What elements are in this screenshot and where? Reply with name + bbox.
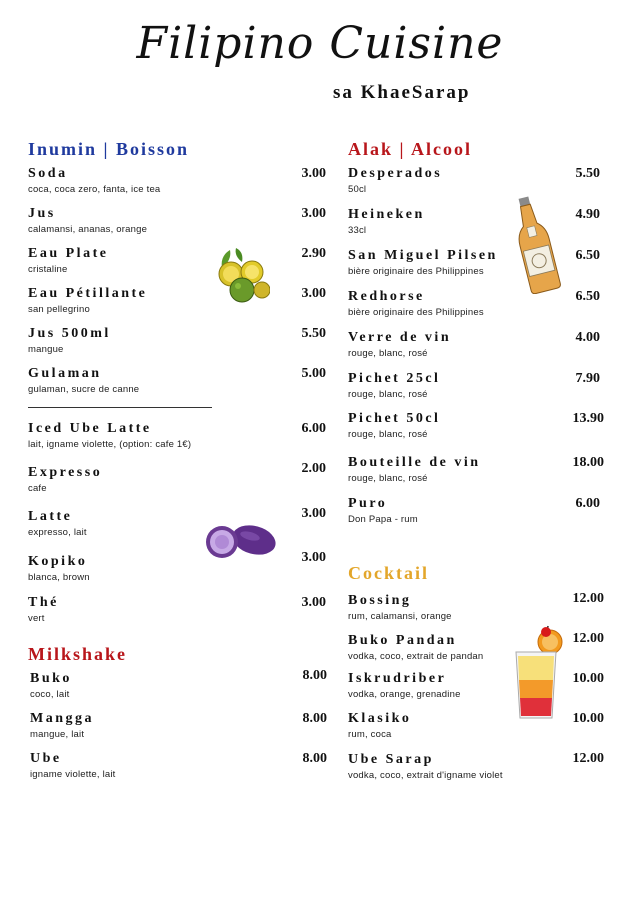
item-name: Gulaman — [28, 366, 102, 381]
item-price: 3.00 — [301, 506, 326, 521]
item-description: vodka, coco, extrait d'igname violet — [348, 770, 503, 781]
menu-item — [28, 421, 191, 450]
item-name: Redhorse — [348, 289, 425, 304]
menu-item — [348, 496, 418, 525]
item-name: Iced Ube Latte — [28, 421, 152, 436]
menu-item — [348, 411, 440, 440]
item-price: 7.90 — [575, 371, 600, 386]
item-price: 3.00 — [301, 206, 326, 221]
item-name: Eau Plate — [28, 246, 109, 261]
menu-item — [348, 371, 440, 400]
item-name: Ube Sarap — [348, 752, 434, 767]
section-title-alcool: Alak | Alcool — [348, 139, 472, 159]
item-price: 3.00 — [301, 286, 326, 301]
item-price: 5.50 — [575, 166, 600, 181]
item-name: Jus 500ml — [28, 326, 111, 341]
item-description: 33cl — [348, 225, 367, 236]
item-price: 6.00 — [575, 496, 600, 511]
item-description: vert — [28, 613, 45, 624]
item-name: Pichet 25cl — [348, 371, 441, 386]
menu-item — [348, 711, 411, 740]
item-description: rouge, blanc, rosé — [348, 473, 428, 484]
menu-item — [30, 671, 72, 700]
item-price: 3.00 — [301, 595, 326, 610]
section-title-cocktail: Cocktail — [348, 563, 429, 583]
menu-subtitle: sa KhaeSarap — [333, 82, 471, 103]
item-name: Pichet 50cl — [348, 411, 441, 426]
item-price: 8.00 — [302, 668, 327, 683]
item-price: 2.90 — [301, 246, 326, 261]
item-description: rouge, blanc, rosé — [348, 348, 428, 359]
menu-item — [348, 593, 452, 622]
item-description: Don Papa - rum — [348, 514, 418, 525]
menu-item — [30, 711, 94, 740]
item-description: vodka, orange, grenadine — [348, 689, 461, 700]
item-description: igname violette, lait — [30, 769, 116, 780]
item-price: 3.00 — [301, 166, 326, 181]
item-description: coco, lait — [30, 689, 70, 700]
item-price: 8.00 — [302, 711, 327, 726]
item-description: bière originaire des Philippines — [348, 307, 484, 318]
menu-item — [348, 633, 483, 662]
menu-item — [348, 289, 484, 318]
item-description: gulaman, sucre de canne — [28, 384, 140, 395]
menu-item — [28, 206, 147, 235]
section-title-milkshake: Milkshake — [28, 644, 128, 664]
menu-item — [348, 455, 481, 484]
menu-item — [28, 554, 90, 583]
item-name: Ube — [30, 751, 62, 766]
item-description: cafe — [28, 483, 47, 494]
item-name: Desperados — [348, 166, 443, 181]
item-description: san pellegrino — [28, 304, 90, 315]
item-description: 50cl — [348, 184, 367, 195]
item-name: Buko — [30, 671, 72, 686]
item-name: Heineken — [348, 207, 425, 222]
menu-item — [28, 286, 147, 315]
item-price: 18.00 — [572, 455, 604, 470]
item-name: San Miguel Pilsen — [348, 248, 498, 263]
item-price: 12.00 — [572, 751, 604, 766]
item-name: Mangga — [30, 711, 94, 726]
menu-item — [28, 246, 108, 275]
item-price: 3.00 — [301, 550, 326, 565]
item-price: 6.50 — [575, 248, 600, 263]
item-name: Thé — [28, 595, 59, 610]
item-name: Eau Pétillante — [28, 286, 148, 301]
menu-title: Filipino Cuisine — [136, 18, 504, 69]
item-description: rouge, blanc, rosé — [348, 429, 428, 440]
item-price: 4.90 — [575, 207, 600, 222]
cocktail-glass-illustration — [510, 622, 566, 722]
item-name: Jus — [28, 206, 56, 221]
item-description: bière originaire des Philippines — [348, 266, 484, 277]
item-price: 5.00 — [301, 366, 326, 381]
menu-item — [348, 166, 442, 195]
item-description: rouge, blanc, rosé — [348, 389, 428, 400]
menu-item — [30, 751, 116, 780]
item-price: 12.00 — [572, 631, 604, 646]
item-name: Buko Pandan — [348, 633, 457, 648]
item-description: rum, coca — [348, 729, 392, 740]
item-description: expresso, lait — [28, 527, 87, 538]
item-description: rum, calamansi, orange — [348, 611, 452, 622]
item-description: mangue — [28, 344, 64, 355]
item-description: calamansi, ananas, orange — [28, 224, 148, 235]
item-name: Latte — [28, 509, 73, 524]
item-description: coca, coca zero, fanta, ice tea — [28, 184, 161, 195]
item-name: Soda — [28, 166, 68, 181]
item-price: 6.50 — [575, 289, 600, 304]
menu-item — [348, 207, 425, 236]
section-title-boisson: Inumin | Boisson — [28, 139, 190, 159]
menu-item — [28, 465, 102, 494]
item-price: 2.00 — [301, 461, 326, 476]
item-name: Verre de vin — [348, 330, 452, 345]
item-price: 4.00 — [575, 330, 600, 345]
item-price: 13.90 — [572, 411, 604, 426]
item-price: 8.00 — [302, 751, 327, 766]
menu-item — [348, 330, 451, 359]
calamansi-illustration — [212, 246, 270, 304]
section-divider — [28, 407, 212, 408]
item-price: 12.00 — [572, 591, 604, 606]
item-name: Bossing — [348, 593, 412, 608]
item-name: Iskrudriber — [348, 671, 447, 686]
menu-item — [28, 366, 139, 395]
item-name: Klasiko — [348, 711, 412, 726]
menu-item — [348, 248, 498, 277]
item-name: Bouteille de vin — [348, 455, 481, 470]
ube-illustration — [204, 520, 278, 562]
item-description: mangue, lait — [30, 729, 85, 740]
menu-item — [28, 509, 87, 538]
menu-item — [28, 166, 160, 195]
item-description: vodka, coco, extrait de pandan — [348, 651, 484, 662]
item-name: Expresso — [28, 465, 103, 480]
item-description: blanca, brown — [28, 572, 90, 583]
beer-bottle-illustration — [508, 194, 564, 294]
item-description: lait, igname violette, (option: cafe 1€) — [28, 439, 192, 450]
menu-item — [348, 752, 503, 781]
item-name: Puro — [348, 496, 388, 511]
menu-item — [28, 326, 111, 355]
item-price: 6.00 — [301, 421, 326, 436]
item-description: cristaline — [28, 264, 68, 275]
item-price: 10.00 — [572, 711, 604, 726]
menu-item — [28, 595, 59, 624]
item-price: 10.00 — [572, 671, 604, 686]
item-price: 5.50 — [301, 326, 326, 341]
item-name: Kopiko — [28, 554, 88, 569]
menu-item — [348, 671, 461, 700]
